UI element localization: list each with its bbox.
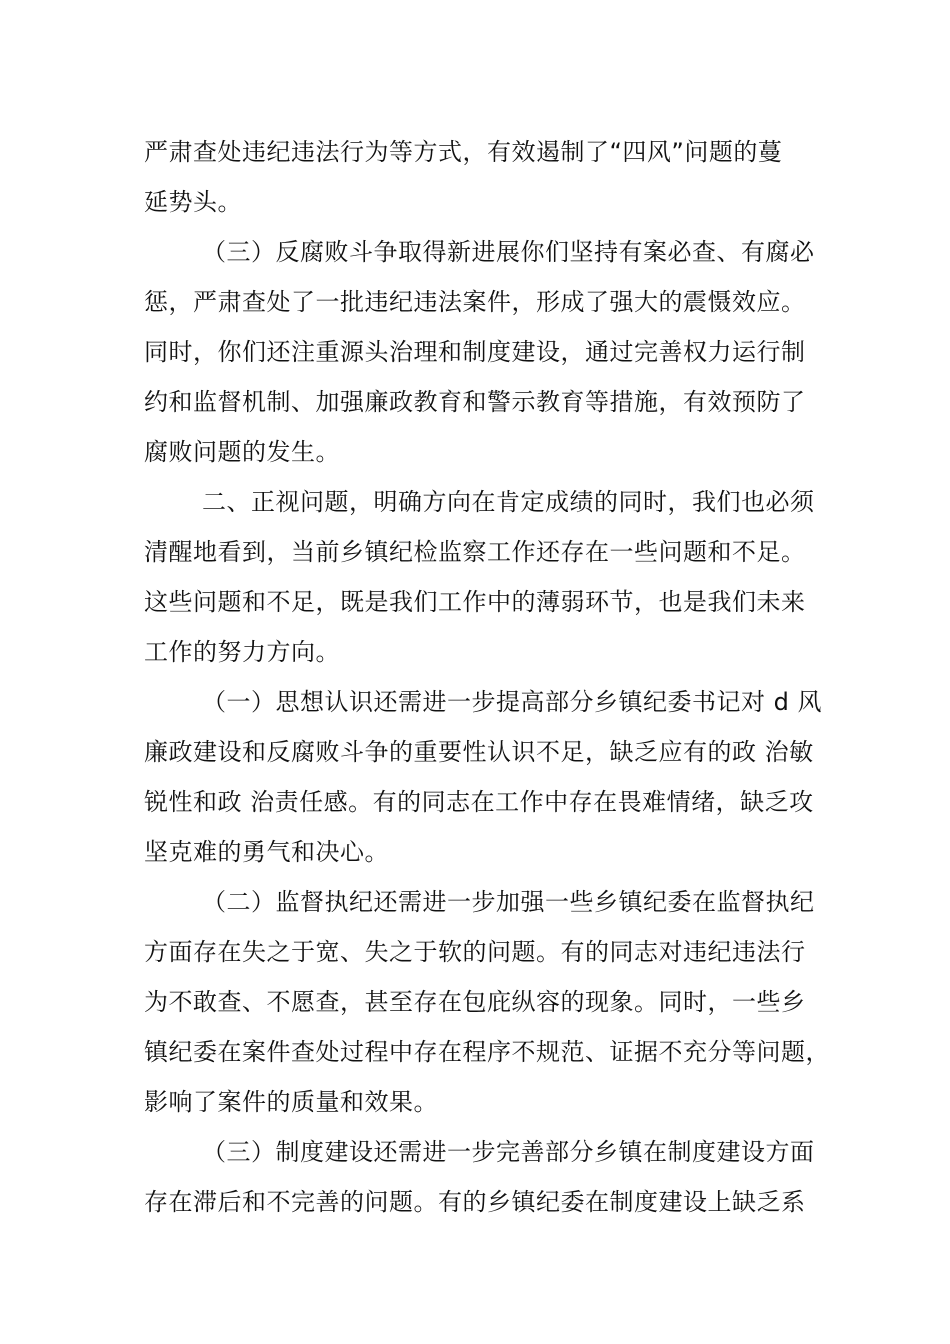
text-line: 惩，严肃查处了一批违纪违法案件，形成了强大的震慑效应。 (144, 288, 806, 316)
text-line: 为不敢查、不愿查，甚至存在包庇纵容的现象。同时，一些乡 (144, 988, 806, 1016)
text-line: 方面存在失之于宽、失之于软的问题。有的同志对违纪违法行 (144, 938, 806, 966)
text-line: 存在滞后和不完善的问题。有的乡镇纪委在制度建设上缺乏系 (144, 1188, 806, 1216)
text-line: 镇纪委在案件查处过程中存在程序不规范、证据不充分等问题， (144, 1038, 830, 1066)
text-line: 锐性和政 治责任感。有的同志在工作中存在畏难情绪，缺乏攻 (144, 788, 814, 816)
paragraph-heading-line: （三）反腐败斗争取得新进展你们坚持有案必查、有腐必 (202, 238, 815, 266)
text-line: 工作的努力方向。 (144, 638, 340, 666)
text-line: 腐败问题的发生。 (144, 438, 340, 466)
text-line: 坚克难的勇气和决心。 (144, 838, 389, 866)
text-line: 严肃查处违纪违法行为等方式，有效遏制了“四风”问题的蔓 (144, 138, 783, 166)
text-line: 影响了案件的质量和效果。 (144, 1088, 438, 1116)
text-line: 延势头。 (144, 188, 242, 216)
document-body (144, 127, 830, 1227)
text-line: 清醒地看到，当前乡镇纪检监察工作还存在一些问题和不足。 (144, 538, 806, 566)
paragraph-heading-line: （三）制度建设还需进一步完善部分乡镇在制度建设方面 (202, 1138, 815, 1166)
paragraph-heading-line: （二）监督执纪还需进一步加强一些乡镇纪委在监督执纪 (202, 888, 815, 916)
text-line: 这些问题和不足，既是我们工作中的薄弱环节，也是我们未来 (144, 588, 806, 616)
section-heading-line: 二、正视问题，明确方向在肯定成绩的同时，我们也必须 (202, 488, 815, 516)
text-line: 约和监督机制、加强廉政教育和警示教育等措施，有效预防了 (144, 388, 806, 416)
paragraph-heading-line: （一）思想认识还需进一步提高部分乡镇纪委书记对 d 风 (202, 688, 822, 716)
text-line: 廉政建设和反腐败斗争的重要性认识不足，缺乏应有的政 治敏 (144, 738, 814, 766)
text-line: 同时，你们还注重源头治理和制度建设，通过完善权力运行制 (144, 338, 806, 366)
